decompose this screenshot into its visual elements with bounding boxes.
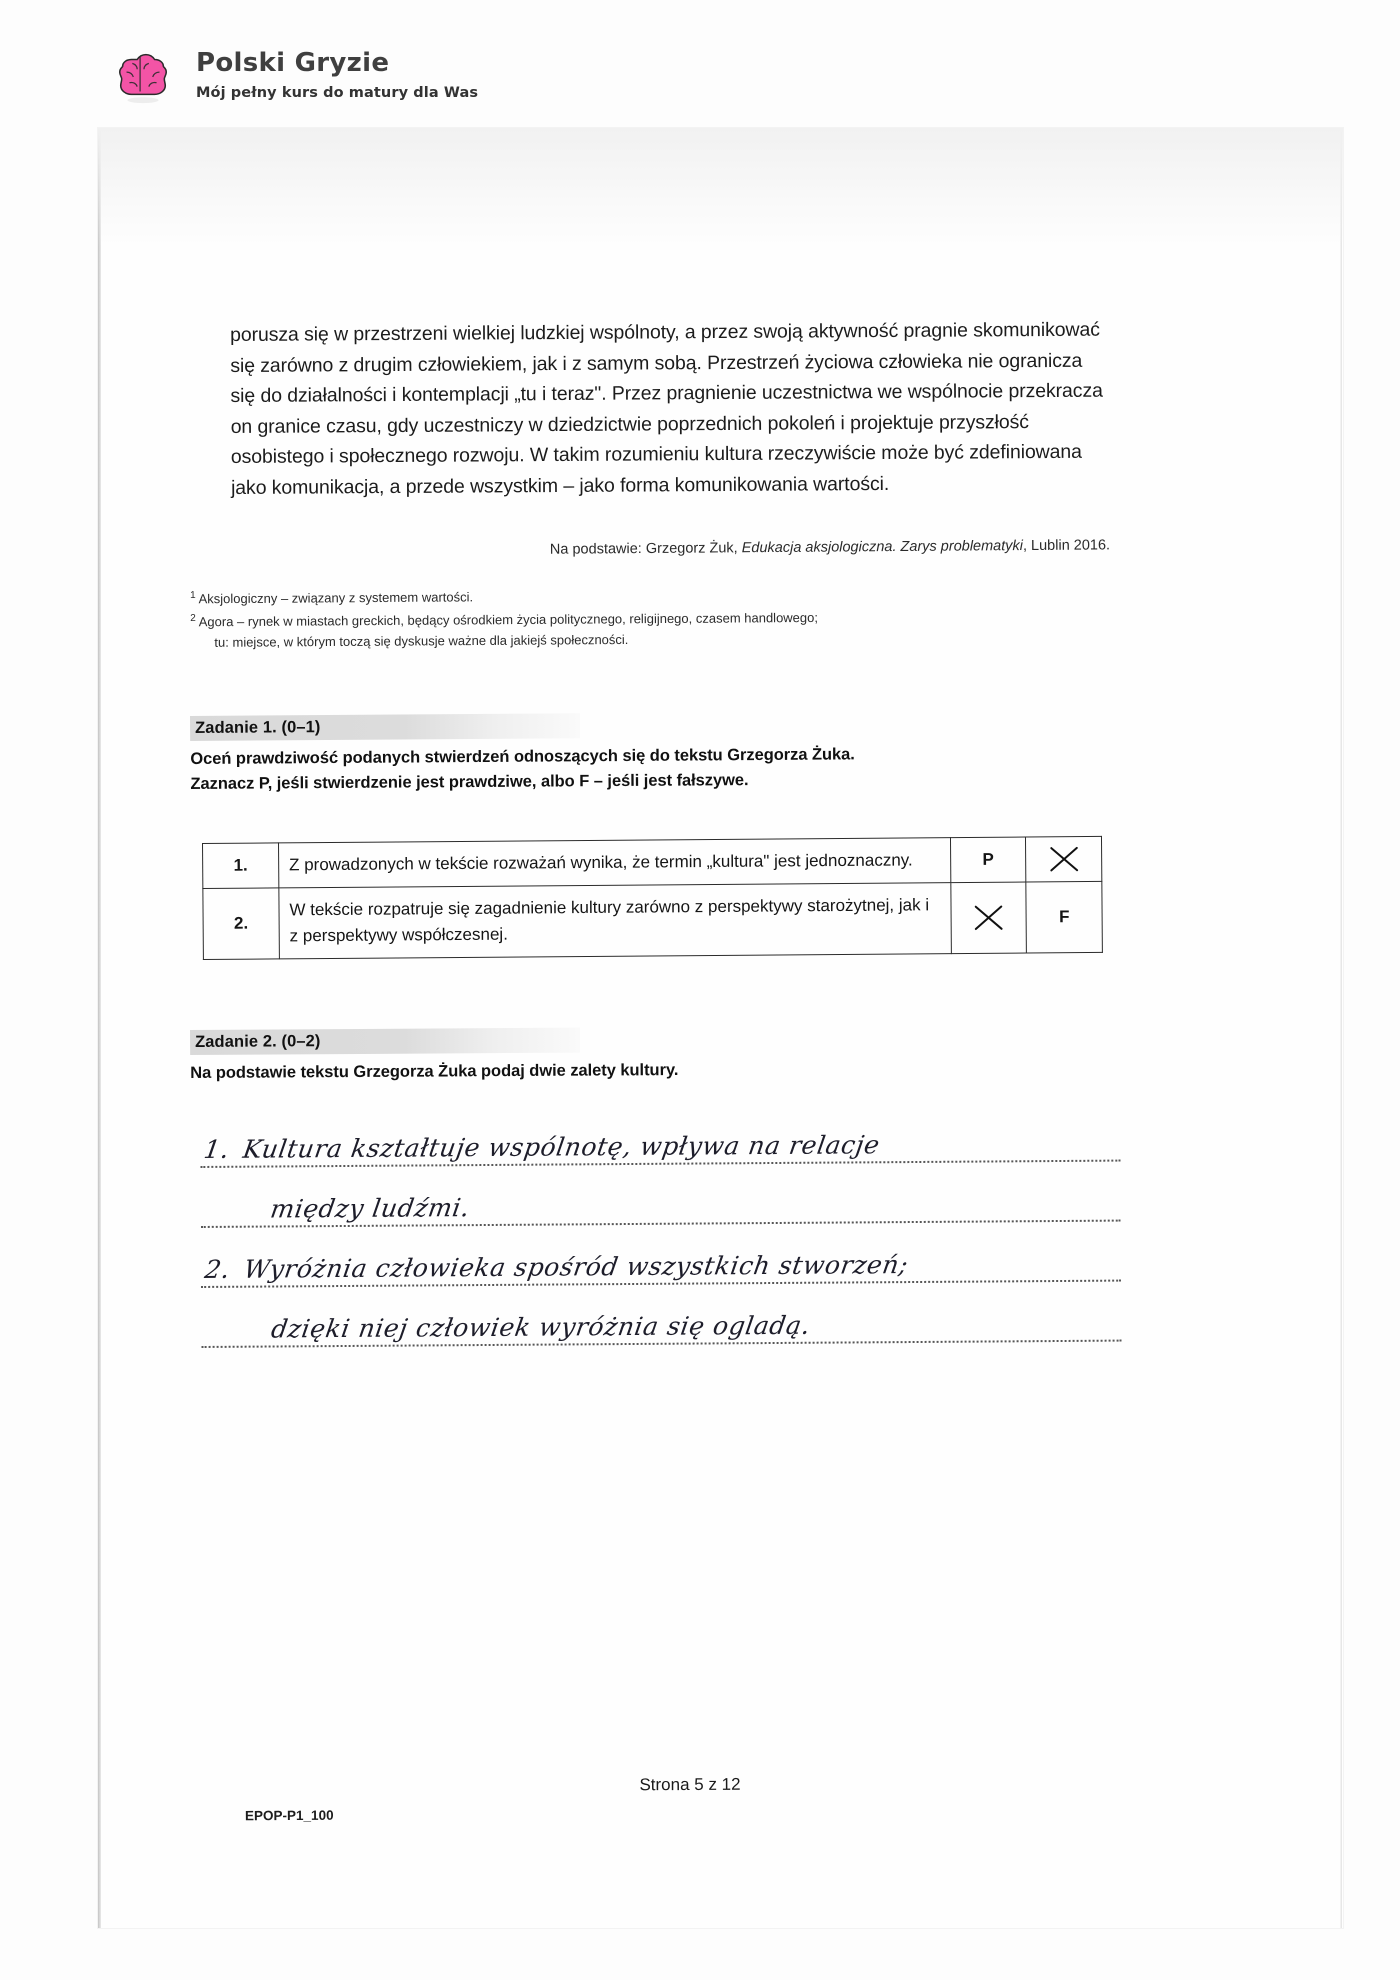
page-right-edge [1340,128,1342,1928]
footnote-2-continuation: tu: miejsce, w którym toczą się dyskusje ważne dla jakiejś społeczności. [214,631,629,650]
row-1-option-true[interactable] [950,837,1026,883]
true-false-table [202,836,1103,960]
answer-line[interactable] [201,1232,1121,1298]
handwritten-answer-number-4 [255,1315,259,1344]
answer-line[interactable] [200,1112,1120,1178]
row-2-option-false[interactable] [1026,881,1102,953]
handwritten-answer-text-4: dzięki niej człowiek wyróżnia się ogladą. [269,1310,813,1344]
page-number-label: Strona 5 z 12 [639,1774,741,1795]
handwritten-answer-text-3: Wyróżnia człowieka spośród wszystkich stworzeń; [241,1250,911,1284]
brand-subtitle: Mój pełny kurs do matury dla Was [196,84,479,101]
footnote-2-marker: 2 [190,613,196,625]
brand-title: Polski Gryzie [196,48,390,78]
attribution-suffix: , Lublin 2016. [1022,537,1111,555]
row-2-x-mark-icon [971,901,1005,935]
handwritten-answer-line-4 [251,1311,816,1344]
row-2-option-false-label: F [1059,907,1070,927]
task-2-answer-area[interactable] [200,1112,1122,1358]
footnote-1-marker: 1 [190,589,196,601]
row-2-statement: W tekście rozpatruje się zagadnienie kultury zarówno z perspektywy starożytnej, jak i z perspektywy współczesnej. [279,883,951,959]
task-1-prompt-line2: Zaznacz P, jeśli stwierdzenie jest prawdziwe, albo F – jeśli jest fałszywe. [190,771,749,793]
handwritten-answer-text-1: Kultura kształtuje wspólnotę, wpływa na relacje [241,1130,882,1164]
handwritten-answer-number-1: 1. [202,1134,232,1164]
task-2-prompt: Na podstawie tekstu Grzegorza Żuka podaj dwie zalety kultury. [190,1061,679,1082]
row-1-x-mark-icon [1047,842,1081,876]
answer-line[interactable] [200,1172,1120,1238]
row-1-number: 1. [203,843,279,889]
row-1-statement: Z prowadzonych w tekście rozważań wynika, że termin „kultura" jest jednoznaczny. [278,838,950,888]
task-1-heading: Zadanie 1. (0–1) [190,713,580,741]
page-left-edge [98,128,101,1928]
footnotes-block [190,580,1120,653]
table-row [203,881,1103,959]
task-1-prompt-line1: Oceń prawdziwość podanych stwierdzeń odnoszących się do tekstu Grzegorza Żuka. [190,745,855,768]
handwritten-answer-line-1 [198,1130,886,1164]
row-2-option-true[interactable] [950,882,1026,954]
row-1-option-false[interactable] [1026,836,1102,882]
brain-icon [112,44,174,106]
answer-line[interactable] [201,1292,1121,1358]
handwritten-answer-line-3 [199,1250,915,1284]
task-2-heading: Zadanie 2. (0–2) [190,1028,580,1055]
brand-text-block [196,42,478,101]
footnote-2-text: Agora – rynek w miastach greckich, będący ośrodkiem życia politycznego, religijnego, czasem handlowego; [198,610,819,630]
reading-paragraph: porusza się w przestrzeni wielkiej ludzkiej wspólnoty, a przez swoją aktywność pragnie skomunikować się zarówno z drugim człowiekiem, jak i z samym sobą. Przestrzeń życiowa człowieka nie ogranicza się do działalności i kontemplacji „tu i teraz". Przez pragnienie uczestnictwa we wspólnocie przekracza on granice czasu, gdy uczestniczy w dziedzictwie poprzednich pokoleń i projektuje przyszłość osobistego i społecznego rozwoju. W takim rozumieniu kultura rzeczywiście może być zdefiniowana jako komunikacja, a przede wszystkim – jako forma komunikowania wartości. [230,318,1103,499]
task-1-prompt [190,741,1120,797]
handwritten-answer-line-2 [250,1193,475,1224]
attribution-title: Edukacja aksjologiczna. Zarys problematyki [741,538,1024,557]
brand-header [112,42,478,106]
footnote-1-text: Aksjologiczny – związany z systemem wartości. [198,589,474,607]
row-2-number: 2. [203,888,279,960]
handwritten-answer-number-3: 2. [202,1254,233,1284]
row-1-option-true-label: P [982,849,994,869]
handwritten-answer-number-2 [254,1195,258,1224]
handwritten-answer-text-2: między ludźmi. [268,1193,472,1224]
table-row [203,836,1102,888]
attribution-prefix: Na podstawie: Grzegorz Żuk, [549,540,742,558]
sheet-code-label: EPOP-P1_100 [244,1807,334,1824]
task-2-block [190,1024,1120,1086]
task-1-block [190,710,1121,797]
